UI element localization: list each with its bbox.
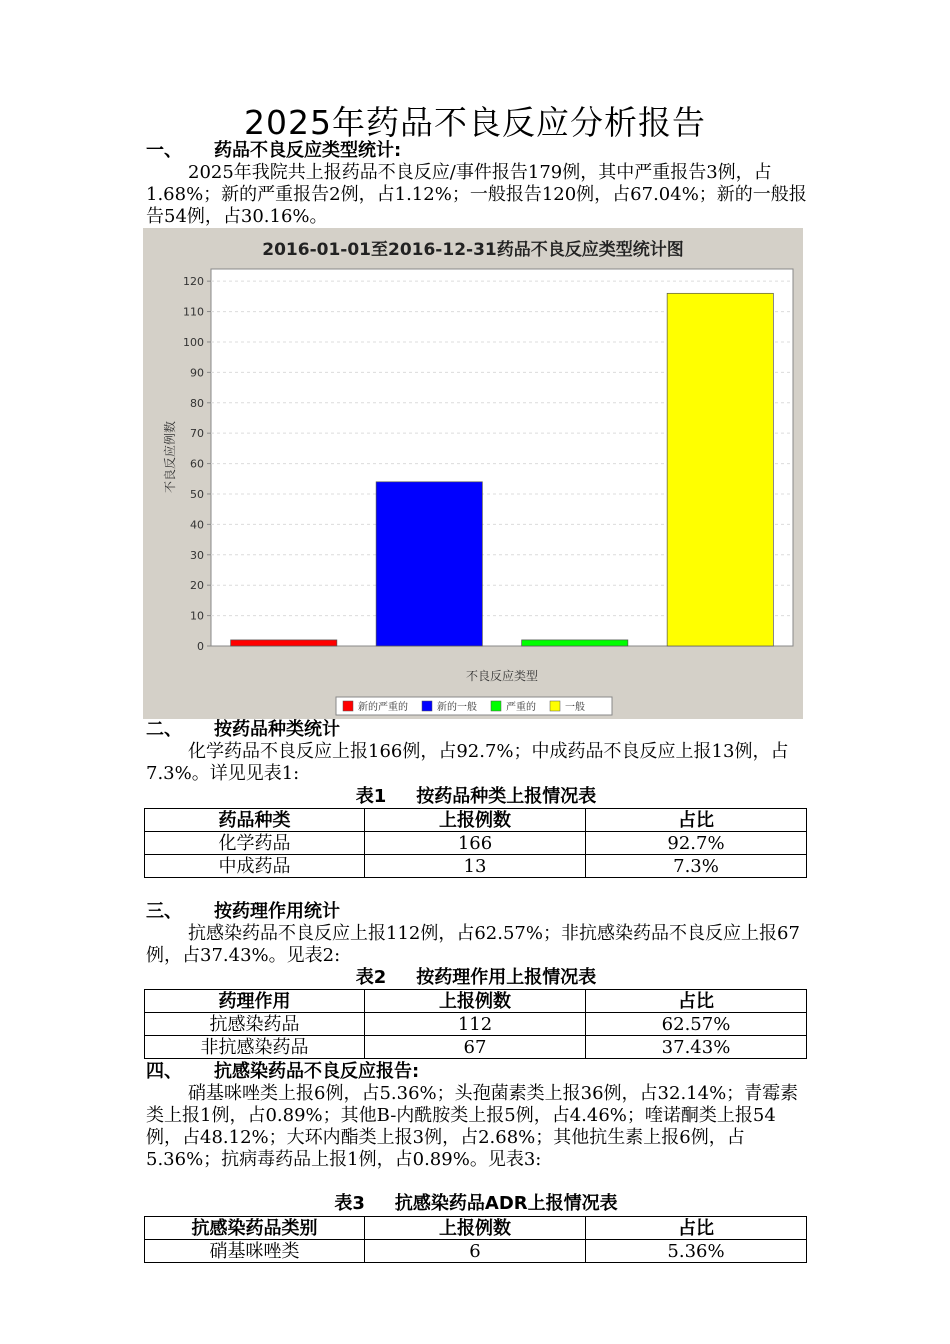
adr-type-chart-svg [143, 228, 803, 719]
y-tick-label: 20 [190, 579, 204, 593]
table2-header-cell: 药理作用 [145, 990, 365, 1013]
section3-title: 按药理作用统计 [214, 901, 340, 922]
table1-header-cell: 上报例数 [365, 809, 586, 832]
section1-heading [146, 140, 401, 162]
table1-cell: 中成药品 [145, 855, 365, 878]
section2-heading [146, 719, 340, 741]
y-tick-label: 100 [183, 335, 204, 349]
table1-header-row [145, 809, 807, 832]
table2-header-row [145, 990, 807, 1013]
table3-caption [146, 1193, 806, 1215]
table2-row [145, 1036, 807, 1059]
legend-swatch [343, 701, 353, 711]
section3-heading [146, 901, 340, 923]
legend-label: 严重的 [506, 702, 536, 713]
section3-paragraph [146, 923, 810, 967]
section2-title: 按药品种类统计 [214, 719, 340, 740]
table3-row [145, 1240, 807, 1263]
bar [667, 293, 773, 646]
table2-cell: 62.57% [586, 1013, 807, 1036]
table3-cell: 6 [365, 1240, 586, 1263]
x-axis-label: 不良反应类型 [465, 669, 539, 683]
section1-paragraph [146, 162, 810, 228]
table2 [144, 989, 807, 1059]
table1-cell: 92.7% [586, 832, 807, 855]
table3-caption-text: 抗感染药品ADR上报情况表 [394, 1193, 618, 1214]
table1-header-cell: 药品种类 [145, 809, 365, 832]
bar [231, 640, 337, 646]
y-tick-label: 70 [190, 427, 204, 441]
section2-text: 化学药品不良反应上报166例，占92.7%；中成药品不良反应上报13例，占7.3%。详见见表1: [146, 741, 789, 784]
table3-header-row [145, 1217, 807, 1240]
table3-cell: 5.36% [586, 1240, 807, 1263]
table3-caption-number: 表3 [334, 1193, 365, 1214]
section2-paragraph [146, 741, 810, 785]
table2-row [145, 1013, 807, 1036]
section3-text: 抗感染药品不良反应上报112例，占62.57%；非抗感染药品不良反应上报67例，占37.43%。见表2: [146, 923, 800, 966]
section2-number: 二、 [146, 719, 182, 740]
legend-swatch [550, 701, 560, 711]
bar [522, 640, 628, 646]
section4-number: 四、 [146, 1061, 182, 1082]
chart-title: 2016-01-01至2016-12-31药品不良反应类型统计图 [262, 240, 684, 260]
y-tick-label: 40 [190, 518, 204, 532]
y-axis-label: 不良反应例数 [163, 420, 177, 494]
table3 [144, 1216, 807, 1263]
page-title: 2025年药品不良反应分析报告 [244, 103, 706, 142]
section1-title: 药品不良反应类型统计: [214, 140, 402, 161]
y-tick-label: 120 [183, 275, 204, 289]
table1-cell: 7.3% [586, 855, 807, 878]
table2-caption [146, 967, 806, 989]
table1-caption-number: 表1 [355, 786, 387, 807]
table1-caption-text: 按药品种类上报情况表 [416, 786, 597, 807]
table2-cell: 67 [365, 1036, 586, 1059]
section3-number: 三、 [146, 901, 182, 922]
y-tick-label: 10 [190, 609, 204, 623]
y-tick-label: 90 [190, 366, 204, 380]
table3-header-cell: 上报例数 [365, 1217, 586, 1240]
legend-label: 新的严重的 [358, 702, 408, 713]
section1-number: 一、 [146, 140, 182, 161]
table2-cell: 非抗感染药品 [145, 1036, 365, 1059]
table2-caption-number: 表2 [355, 967, 387, 988]
section4-paragraph [146, 1083, 810, 1171]
table1-row [145, 855, 807, 878]
table2-header-cell: 上报例数 [365, 990, 586, 1013]
legend-label: 新的一般 [437, 702, 477, 713]
y-tick-label: 0 [197, 640, 204, 653]
table1-cell: 13 [365, 855, 586, 878]
table1-row [145, 832, 807, 855]
y-tick-label: 50 [190, 487, 204, 501]
table2-cell: 抗感染药品 [145, 1013, 365, 1036]
table1 [144, 808, 807, 878]
table2-header-cell: 占比 [586, 990, 807, 1013]
table1-header-cell: 占比 [586, 809, 807, 832]
table1-caption [146, 786, 806, 808]
table3-cell: 硝基咪唑类 [145, 1240, 365, 1263]
section1-text: 2025年我院共上报药品不良反应/事件报告179例，其中严重报告3例，占1.68%；新的严重报告2例，占1.12%；一般报告120例，占67.04%；新的一般报告54例，占30.16%。 [146, 162, 807, 227]
bar [376, 482, 482, 646]
y-tick-label: 60 [190, 457, 204, 471]
adr-type-chart [143, 228, 803, 719]
section4-heading [146, 1061, 419, 1083]
table2-caption-text: 按药理作用上报情况表 [416, 967, 597, 988]
table1-cell: 166 [365, 832, 586, 855]
legend-swatch [422, 701, 432, 711]
section4-text: 硝基咪唑类上报6例，占5.36%；头孢菌素类上报36例，占32.14%；青霉素类上报1例，占0.89%；其他B-内酰胺类上报5例，占4.46%；喹诺酮类上报54例，占48.12%；大环内酯类上报3例，占2.68%；其他抗生素上报6例，占5.36%；抗病毒药品上报1例，占0.89%。见表3: [146, 1083, 799, 1170]
legend-label: 一般 [565, 702, 585, 713]
y-tick-label: 110 [183, 305, 204, 319]
table3-header-cell: 抗感染药品类别 [145, 1217, 365, 1240]
table1-cell: 化学药品 [145, 832, 365, 855]
table2-cell: 112 [365, 1013, 586, 1036]
y-tick-label: 30 [190, 548, 204, 562]
legend-swatch [491, 701, 501, 711]
y-tick-label: 80 [190, 396, 204, 410]
table3-header-cell: 占比 [586, 1217, 807, 1240]
section4-title: 抗感染药品不良反应报告: [214, 1061, 420, 1082]
table2-cell: 37.43% [586, 1036, 807, 1059]
